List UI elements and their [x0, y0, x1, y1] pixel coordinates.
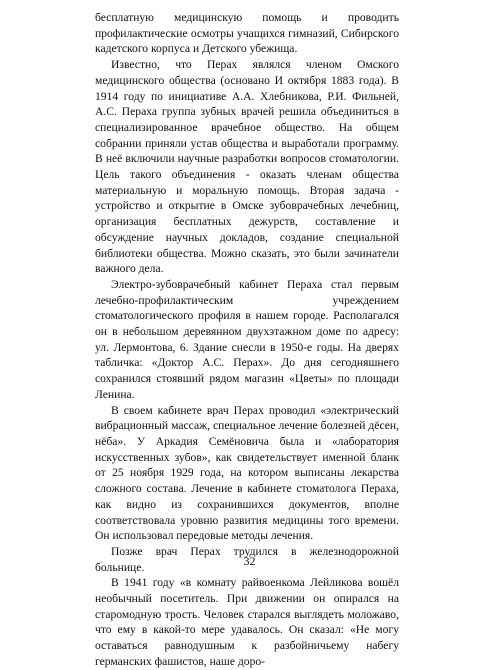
- paragraph-continuation: бесплатную медицинскую помощь и проводить профилактические осмотры учащихся гимназий, Сибирского кадетского корпуса и Детского убежища.: [95, 11, 399, 56]
- paragraph-1941: В 1941 году «в комнату райвоенкома Лейликова вошёл необычный посетитель. При движении он опирался на старомодную трость. Человек старался выглядеть моложаво, что ему в какой-то мере удавалось. Он сказал: «Не могу оставаться равнодушным к разбойничьему набегу германских фашистов, наше доро-: [95, 576, 399, 668]
- body-text: [95, 10, 399, 670]
- paragraph-medical-society: Известно, что Перах являлся членом Омского медицинского общества (основано И октября 1883 года). В 1914 году по инициативе А.А. Хлебникова, Р.И. Фильней, А.С. Пераха группа зубных врачей решила объединиться в специализированное врачебное общество. На общем собрании приняли устав общества и выработали программу. В неё включили научные разработки вопросов стоматологии. Цель такого объединения - оказать членам общества материальную и моральную помощь. Вторая задача - устройство и открытие в Омске зубоврачебных лечебниц, организация бесплатных дежурств, составление и обсуждение научных докладов, создание специальной библиотеки общества. Можно сказать, это были зачинатели важного дела.: [95, 58, 399, 276]
- paragraph-railway-hospital: Позже врач Перах трудился в железнодорожной больнице.: [95, 544, 399, 574]
- paragraph-treatment: В своем кабинете врач Перах проводил «электрический вибрационный массаж, специальное лечение болезней дёсен, нёба». У Аркадия Семёновича была и «лаборатория искусственных зубов», как свидетельствует именной бланк от 25 ноября 1929 года, на котором выписаны лекарства сложного состава. Лечение в кабинете стоматолога Пераха, как видно из сохранившихся документов, вполне соответствовала уровню развития медицины того времени. Он использовал передовые методы лечения.: [95, 403, 399, 543]
- paragraph-dental-office: Электро-зубоврачебный кабинет Пераха стал первым лечебно-профилактическим учреждением стоматологического профиля в нашем городе. Располагался он в небольшом деревянном двухэтажном доме по адресу: ул. Лермонтова, 6. Здание снесли в 1950-е годы. На дверях табличка: «Доктор А.С. Перах». До дня сегодняшнего сохранился стоявший рядом магазин «Цветы» по площади Ленина.: [95, 277, 399, 401]
- page-number: 32: [243, 554, 256, 568]
